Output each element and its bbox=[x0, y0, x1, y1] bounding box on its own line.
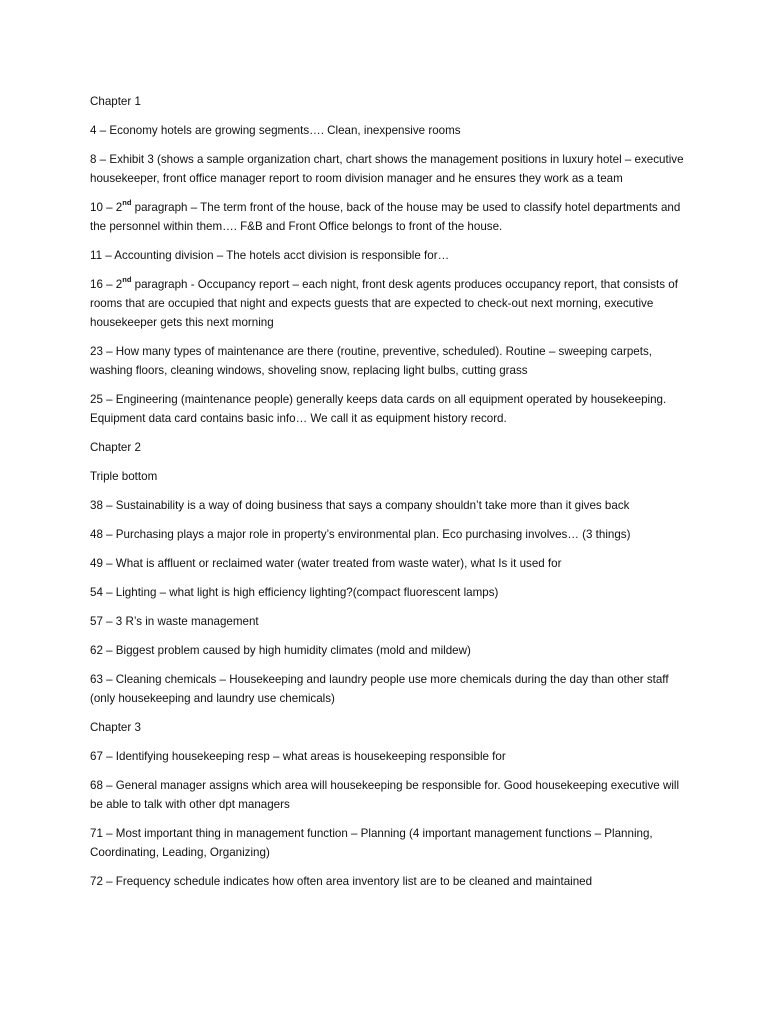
document-paragraph bbox=[90, 198, 690, 236]
document-paragraph bbox=[90, 776, 690, 814]
document-paragraph bbox=[90, 718, 690, 737]
paragraph-text: 71 – Most important thing in management function – Planning (4 important management functions – Planning, Coordinating, Leading, Organizing) bbox=[90, 827, 653, 859]
paragraph-text: 57 – 3 R’s in waste management bbox=[90, 615, 259, 628]
paragraph-text: 68 – General manager assigns which area will housekeeping be responsible for. Good housekeeping executive will be able to talk with other dpt managers bbox=[90, 779, 680, 811]
document-paragraph bbox=[90, 342, 690, 380]
document-paragraph bbox=[90, 525, 690, 544]
document-paragraph bbox=[90, 641, 690, 660]
paragraph-text: Chapter 2 bbox=[90, 441, 141, 454]
paragraph-text: paragraph – The term front of the house, back of the house may be used to classify hotel departments and the personnel within them…. F&B and Front Office belongs to front of the house. bbox=[90, 201, 681, 233]
document-paragraph bbox=[90, 246, 690, 265]
paragraph-text: 62 – Biggest problem caused by high humidity climates (mold and mildew) bbox=[90, 644, 471, 657]
document-paragraph bbox=[90, 121, 690, 140]
paragraph-text: Chapter 1 bbox=[90, 95, 141, 108]
paragraph-text: 4 – Economy hotels are growing segments…. Clean, inexpensive rooms bbox=[90, 124, 461, 137]
document-paragraph bbox=[90, 390, 690, 428]
paragraph-text: 23 – How many types of maintenance are there (routine, preventive, scheduled). Routine – sweeping carpets, washing floors, cleaning windows, shoveling snow, replacing light bulbs, cutting grass bbox=[90, 345, 652, 377]
document-paragraph bbox=[90, 496, 690, 515]
paragraph-text: 16 – 2 bbox=[90, 278, 123, 291]
paragraph-text: 72 – Frequency schedule indicates how often area inventory list are to be cleaned and maintained bbox=[90, 875, 593, 888]
paragraph-text: 8 – Exhibit 3 (shows a sample organization chart, chart shows the management positions in luxury hotel – executive housekeeper, front office manager report to room division manager and he ensures they work as a team bbox=[90, 153, 684, 185]
paragraph-text: 67 – Identifying housekeeping resp – what areas is housekeeping responsible for bbox=[90, 750, 506, 763]
document-paragraph bbox=[90, 747, 690, 766]
document-paragraph bbox=[90, 872, 690, 891]
paragraph-text: 38 – Sustainability is a way of doing business that says a company shouldn’t take more than it gives back bbox=[90, 499, 630, 512]
document-paragraph bbox=[90, 467, 690, 486]
document-paragraph bbox=[90, 438, 690, 457]
document-paragraph bbox=[90, 150, 690, 188]
document-body bbox=[90, 92, 690, 901]
paragraph-text: 54 – Lighting – what light is high efficiency lighting?(compact fluorescent lamps) bbox=[90, 586, 499, 599]
document-paragraph bbox=[90, 670, 690, 708]
paragraph-text: 63 – Cleaning chemicals – Housekeeping and laundry people use more chemicals during the day than other staff (only housekeeping and laundry use chemicals) bbox=[90, 673, 669, 705]
paragraph-text: Chapter 3 bbox=[90, 721, 141, 734]
superscript-text: nd bbox=[122, 275, 132, 285]
paragraph-text: 11 – Accounting division – The hotels acct division is responsible for… bbox=[90, 249, 450, 262]
document-paragraph bbox=[90, 824, 690, 862]
paragraph-text: 49 – What is affluent or reclaimed water (water treated from waste water), what Is it used for bbox=[90, 557, 562, 570]
document-paragraph bbox=[90, 612, 690, 631]
paragraph-text: 48 – Purchasing plays a major role in property’s environmental plan. Eco purchasing involves… (3 things) bbox=[90, 528, 631, 541]
paragraph-text: 10 – 2 bbox=[90, 201, 123, 214]
paragraph-text: Triple bottom bbox=[90, 470, 158, 483]
document-paragraph bbox=[90, 583, 690, 602]
document-paragraph bbox=[90, 275, 690, 332]
paragraph-text: paragraph - Occupancy report – each night, front desk agents produces occupancy report, that consists of rooms that are occupied that night and expects guests that are expected to check-out next morning, executive housekeeper gets this next morning bbox=[90, 278, 678, 329]
superscript-text: nd bbox=[122, 198, 132, 208]
document-paragraph bbox=[90, 92, 690, 111]
paragraph-text: 25 – Engineering (maintenance people) generally keeps data cards on all equipment operated by housekeeping. Equipment data card contains basic info… We call it as equipment history record. bbox=[90, 393, 667, 425]
document-paragraph bbox=[90, 554, 690, 573]
